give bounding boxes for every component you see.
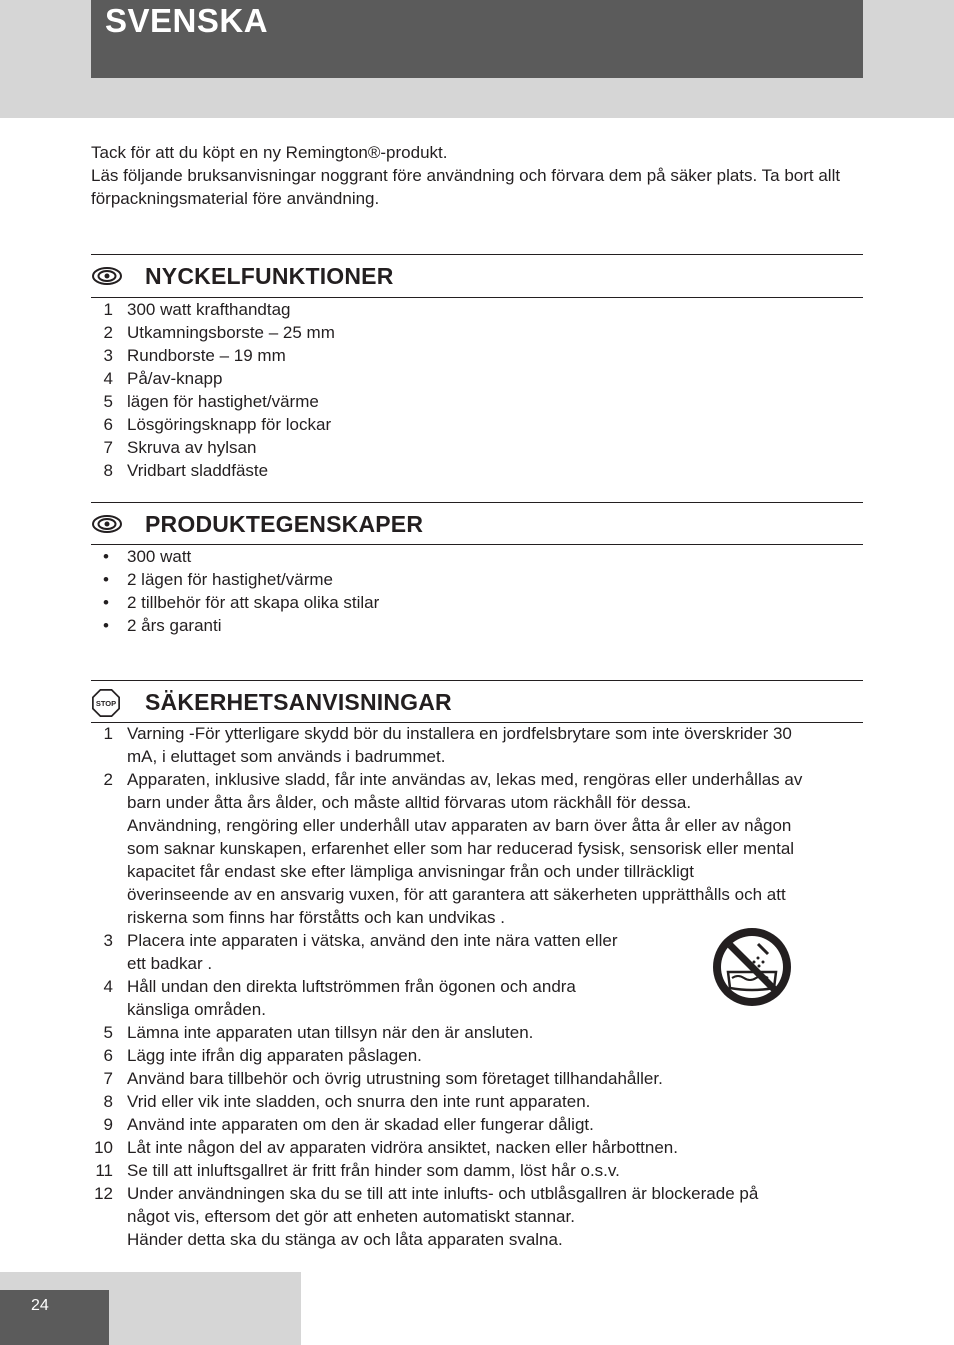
list-item <box>91 1044 863 1067</box>
item-number: 5 <box>103 1023 113 1042</box>
item-text: Vridbart sladdfäste <box>127 461 269 480</box>
item-text-line: känsliga områden. <box>127 1000 266 1019</box>
item-text-line: Användning, rengöring eller underhåll utav apparaten av barn över åtta år eller av någon <box>127 816 792 835</box>
list-item <box>91 367 863 390</box>
list-item <box>91 413 863 436</box>
item-text-line: Lägg inte ifrån dig apparaten påslagen. <box>127 1046 422 1065</box>
section-header-properties <box>91 503 863 543</box>
list-item <box>91 321 863 344</box>
item-number: 5 <box>103 392 113 411</box>
item-number: 8 <box>103 461 113 480</box>
item-text: 2 lägen för hastighet/värme <box>127 570 334 589</box>
eye-icon <box>91 264 123 288</box>
list-item <box>91 1090 863 1113</box>
eye-icon <box>91 512 123 536</box>
list-item <box>91 1136 863 1159</box>
list-item <box>91 436 863 459</box>
stop-sign-icon <box>91 688 121 718</box>
list-item <box>91 1113 863 1136</box>
list-item <box>91 459 863 482</box>
item-text-line: som saknar kunskapen, erfarenhet eller som har reducerad fysisk, sensorisk eller mental <box>127 839 795 858</box>
item-number: 9 <box>103 1115 113 1134</box>
item-number: 1 <box>103 724 113 743</box>
bullet: • <box>103 616 109 635</box>
item-text-line: barn under åtta års ålder, och måste alltid förvaras utom räckhåll för dessa. <box>127 793 692 812</box>
item-text-line: Vrid eller vik inte sladden, och snurra den inte runt apparaten. <box>127 1092 591 1111</box>
item-text-line: Låt inte någon del av apparaten vidröra ansiktet, nacken eller hårbottnen. <box>127 1138 678 1157</box>
page-number-box <box>0 1290 109 1345</box>
item-number: 11 <box>95 1161 113 1180</box>
item-text: lägen för hastighet/värme <box>127 392 319 411</box>
section-title: PRODUKTEGENSKAPER <box>145 511 424 537</box>
intro-line-1: Tack för att du köpt en ny Remington®-produkt. <box>91 143 448 162</box>
item-text-line: Använd bara tillbehör och övrig utrustning som företaget tillhandahåller. <box>127 1069 663 1088</box>
bullet: • <box>103 593 109 612</box>
item-text: 300 watt <box>127 547 192 566</box>
language-title-box <box>91 0 863 78</box>
item-text-line: Varning -För ytterligare skydd bör du installera en jordfelsbrytare som inte överskrider 30 <box>127 724 792 743</box>
item-text: 2 års garanti <box>127 616 222 635</box>
item-number: 10 <box>94 1138 113 1157</box>
item-number: 12 <box>94 1184 113 1203</box>
item-text-line: Se till att inluftsgallret är fritt från hinder som damm, löst hår o.s.v. <box>127 1161 620 1180</box>
bullet: • <box>103 547 109 566</box>
item-text-line: Apparaten, inklusive sladd, får inte användas av, lekas med, rengöras eller underhållas av <box>127 770 803 789</box>
item-text: 2 tillbehör för att skapa olika stilar <box>127 593 380 612</box>
item-text-line: överinseende av en ansvarig vuxen, för att garantera att säkerheten upprätthålls och att <box>127 885 786 904</box>
list-item <box>91 568 863 591</box>
list-item <box>91 298 863 321</box>
item-text-line: Lämna inte apparaten utan tillsyn när den är ansluten. <box>127 1023 534 1042</box>
item-number: 3 <box>103 346 113 365</box>
item-text: Rundborste – 19 mm <box>127 346 286 365</box>
item-number: 4 <box>103 369 113 388</box>
page-title: SVENSKA <box>105 2 269 39</box>
section-header-safety <box>91 681 863 721</box>
item-text-line: kapacitet får endast ske efter lämpliga anvisningar från och under tillräckligt <box>127 862 694 881</box>
item-text-line: mA, i eluttaget som används i badrummet. <box>127 747 446 766</box>
bullet: • <box>103 570 109 589</box>
item-number: 2 <box>103 770 113 789</box>
section-title: SÄKERHETSANVISNINGAR <box>145 689 452 715</box>
list-item <box>91 768 863 814</box>
item-text-line: Håll undan den direkta luftströmmen från ögonen och andra <box>127 977 576 996</box>
item-text-line: något vis, eftersom det gör att enheten automatiskt stannar. <box>127 1207 575 1226</box>
list-item <box>91 1159 863 1182</box>
item-text-line: Händer detta ska du stänga av och låta apparaten svalna. <box>127 1230 563 1249</box>
item-number: 1 <box>103 300 113 319</box>
section-title: NYCKELFUNKTIONER <box>145 263 394 289</box>
list-item <box>91 722 863 768</box>
item-number: 7 <box>103 1069 113 1088</box>
stop-sign-label: STOP <box>95 698 117 708</box>
item-text-line: Placera inte apparaten i vätska, använd den inte nära vatten eller <box>127 931 618 950</box>
section-header-features <box>91 255 863 295</box>
list-item <box>91 1182 863 1228</box>
properties-list <box>91 545 863 637</box>
list-item <box>91 1067 863 1090</box>
item-text: Skruva av hylsan <box>127 438 257 457</box>
item-text: Lösgöringsknapp för lockar <box>127 415 332 434</box>
list-item <box>91 545 863 568</box>
list-item <box>91 614 863 637</box>
item-text: Utkamningsborste – 25 mm <box>127 323 335 342</box>
intro-text <box>91 141 863 210</box>
item-text-line: Under användningen ska du se till att inte inlufts- och utblåsgallren är blockerade på <box>127 1184 759 1203</box>
item-text: På/av-knapp <box>127 369 223 388</box>
list-item <box>91 591 863 614</box>
list-item <box>91 344 863 367</box>
intro-line-2: Läs följande bruksanvisningar noggrant före användning och förvara dem på säker plats. Ta bort allt förpackningsmaterial före användning. <box>91 166 841 208</box>
item-text-line: riskerna som finns har förståtts och kan undvikas . <box>127 908 505 927</box>
item-text: 300 watt krafthandtag <box>127 300 291 319</box>
item-number: 7 <box>103 438 113 457</box>
item-number: 6 <box>103 1046 113 1065</box>
list-item <box>91 814 863 929</box>
item-number: 2 <box>103 323 113 342</box>
list-item <box>91 1021 863 1044</box>
no-water-bath-icon <box>708 926 796 1008</box>
page-number: 24 <box>31 1297 49 1314</box>
item-text-line: Använd inte apparaten om den är skadad eller fungerar dåligt. <box>127 1115 594 1134</box>
list-item <box>91 1228 863 1251</box>
item-number: 8 <box>103 1092 113 1111</box>
list-item <box>91 390 863 413</box>
item-text-line: ett badkar . <box>127 954 213 973</box>
item-number: 3 <box>103 931 113 950</box>
item-number: 6 <box>103 415 113 434</box>
features-list <box>91 298 863 482</box>
item-number: 4 <box>103 977 113 996</box>
